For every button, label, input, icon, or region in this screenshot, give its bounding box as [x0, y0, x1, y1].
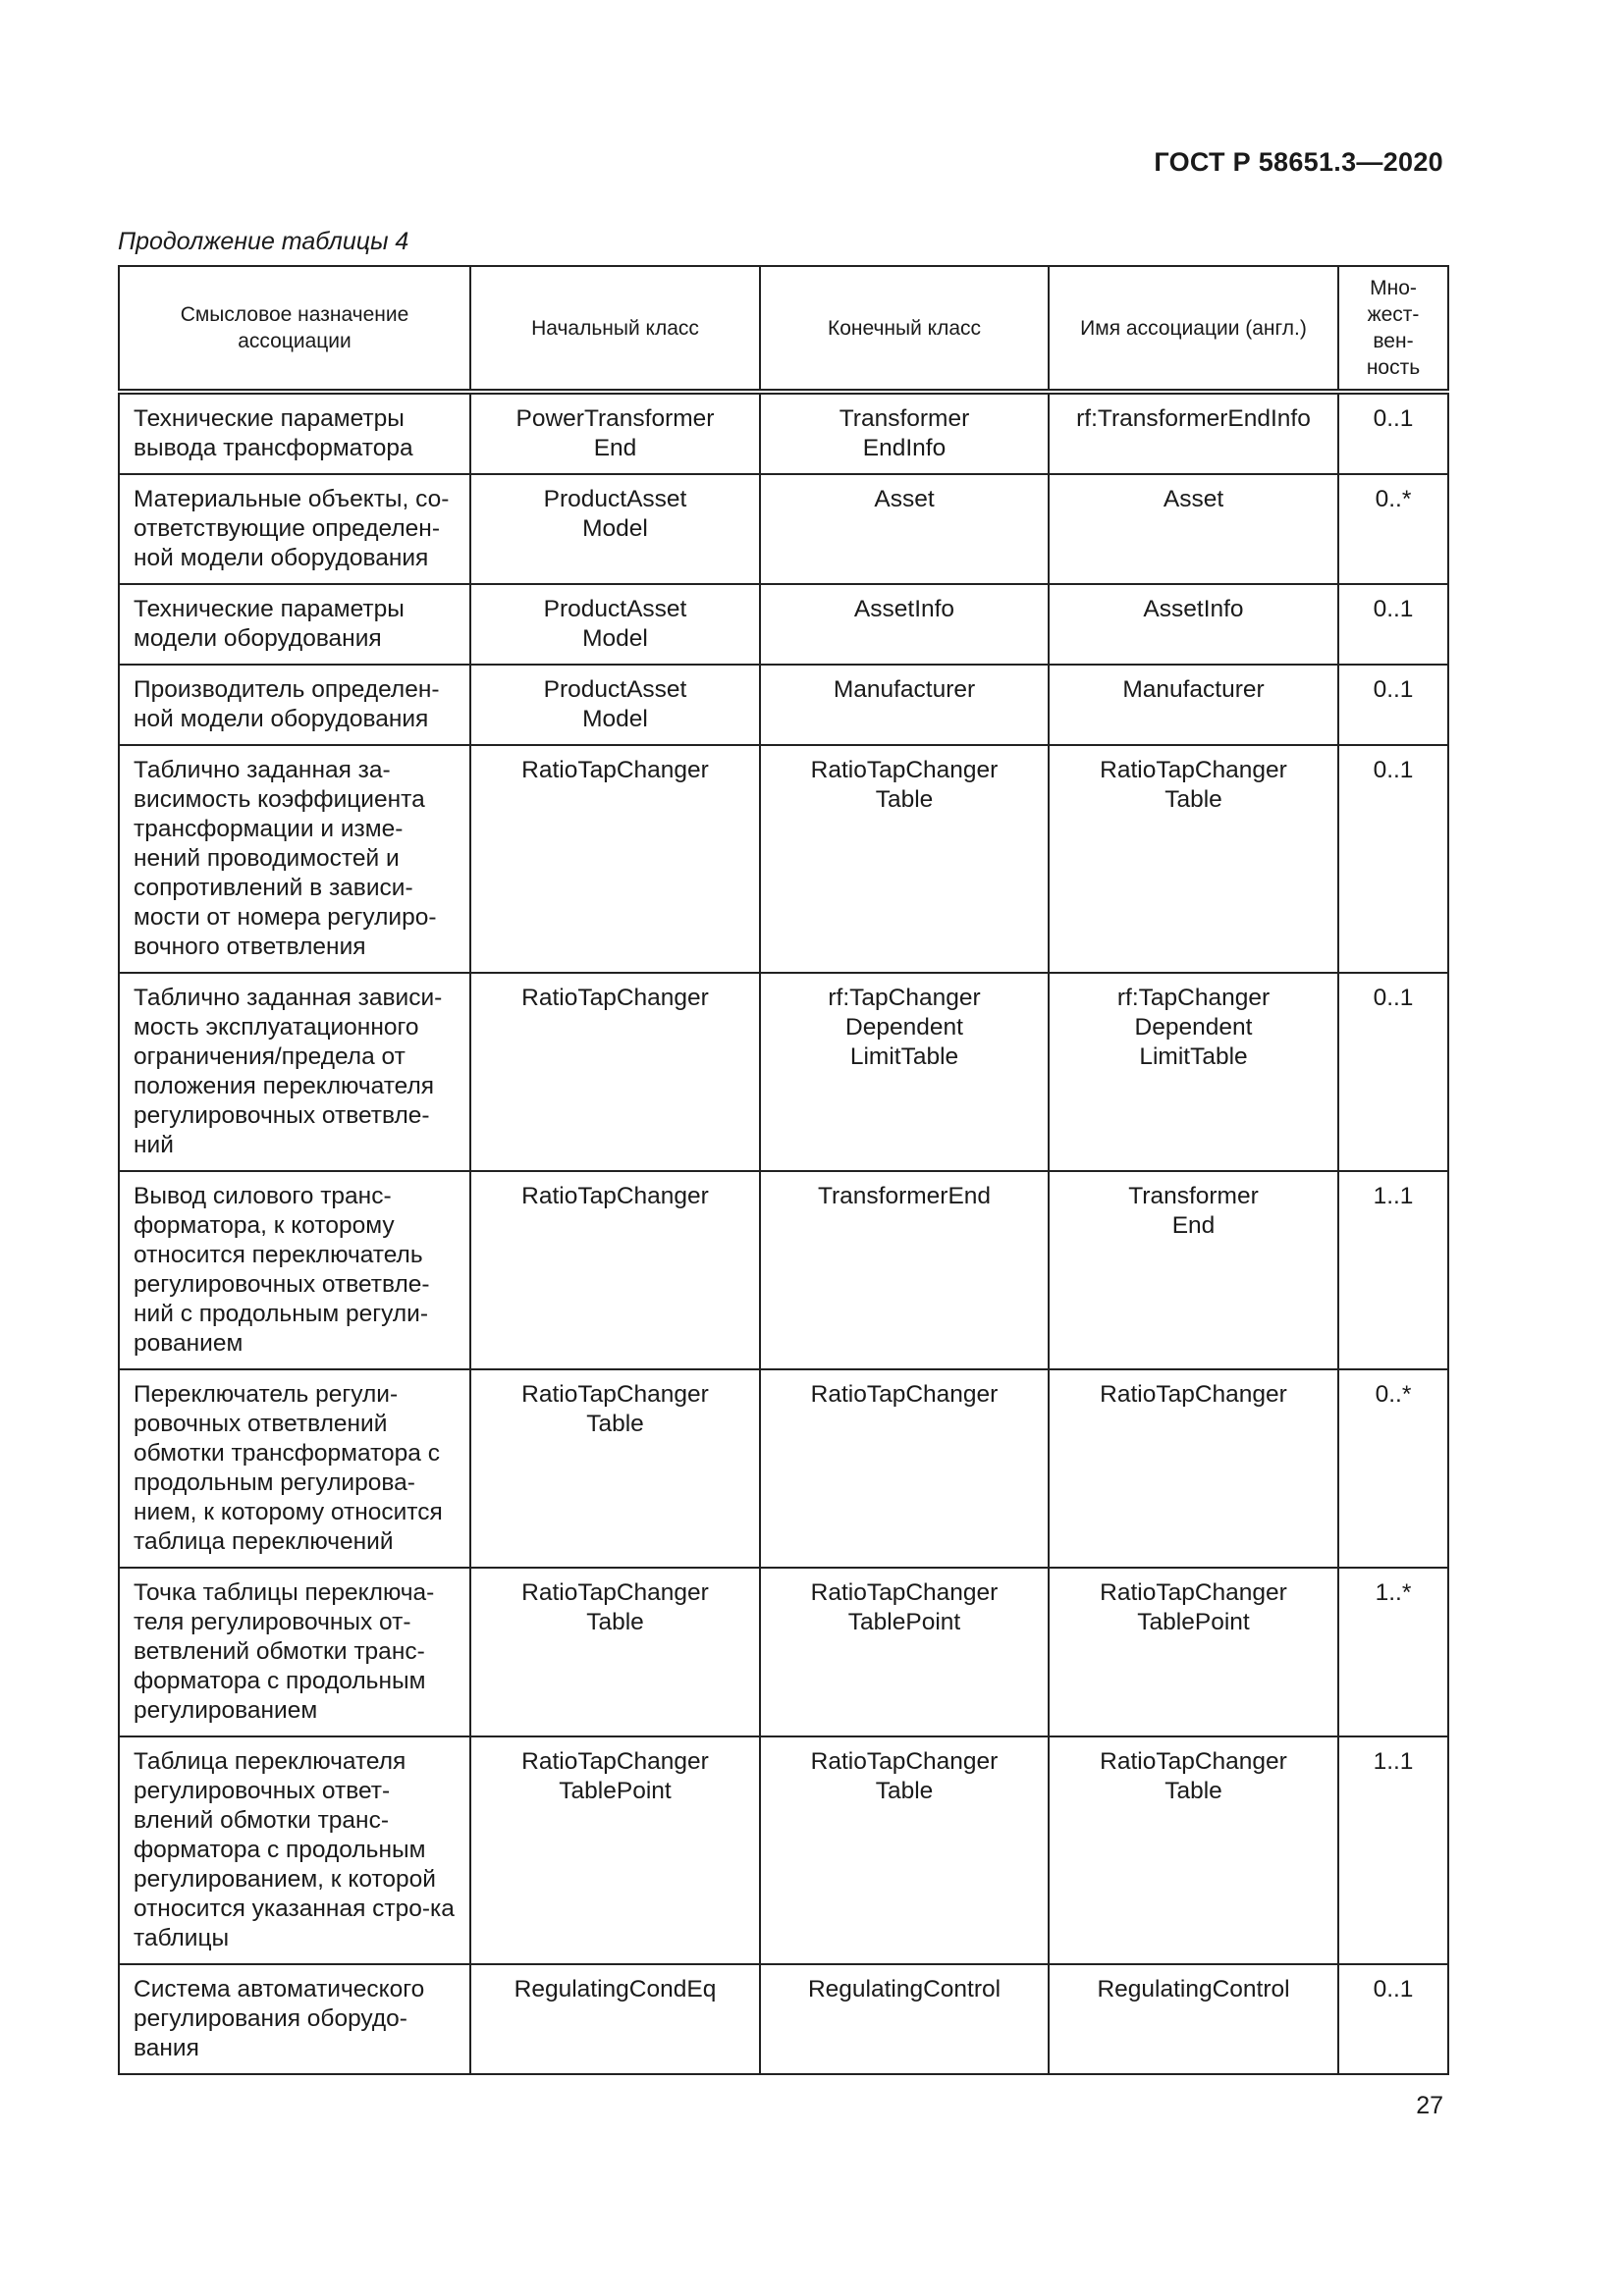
- cell-purpose: Вывод силового транс-форматора, к которому относится переключатель регулировочных ответвле-ний с продольным регули-рованием: [119, 1171, 470, 1369]
- cell-target-class: Manufacturer: [760, 665, 1049, 745]
- cell-source-class: RegulatingCondEq: [470, 1964, 760, 2074]
- cell-association-name: Transformer End: [1049, 1171, 1338, 1369]
- table-caption: Продолжение таблицы 4: [118, 228, 409, 255]
- cell-purpose: Технические параметры вывода трансформатора: [119, 392, 470, 474]
- cell-multiplicity: 0..*: [1338, 474, 1448, 584]
- cell-target-class: AssetInfo: [760, 584, 1049, 665]
- table-row: [119, 665, 1448, 745]
- cell-multiplicity: 0..1: [1338, 1964, 1448, 2074]
- cell-association-name: Manufacturer: [1049, 665, 1338, 745]
- cell-source-class: RatioTapChanger: [470, 973, 760, 1171]
- cell-target-class: TransformerEnd: [760, 1171, 1049, 1369]
- cell-target-class: RatioTapChanger Table: [760, 1736, 1049, 1964]
- cell-source-class: RatioTapChanger TablePoint: [470, 1736, 760, 1964]
- cell-purpose: Технические параметры модели оборудования: [119, 584, 470, 665]
- cell-association-name: RatioTapChanger Table: [1049, 745, 1338, 973]
- cell-target-class: RegulatingControl: [760, 1964, 1049, 2074]
- table-row: [119, 973, 1448, 1171]
- cell-purpose: Таблично заданная за-висимость коэффициента трансформации и изме-нений проводимостей и сопротивлений в зависи-мости от номера регулиро-вочного ответвления: [119, 745, 470, 973]
- association-table: [118, 265, 1449, 2075]
- table-body: [119, 392, 1448, 2074]
- cell-association-name: RegulatingControl: [1049, 1964, 1338, 2074]
- cell-target-class: Transformer EndInfo: [760, 392, 1049, 474]
- cell-source-class: ProductAsset Model: [470, 474, 760, 584]
- cell-purpose: Переключатель регули-ровочных ответвлений обмотки трансформатора с продольным регулирова-нием, к которому относится таблица переключений: [119, 1369, 470, 1568]
- cell-multiplicity: 1..1: [1338, 1171, 1448, 1369]
- cell-multiplicity: 1..1: [1338, 1736, 1448, 1964]
- column-header-association-name: Имя ассоциации (англ.): [1049, 266, 1338, 392]
- cell-purpose: Таблично заданная зависи-мость эксплуатационного ограничения/предела от положения переключателя регулировочных ответвле-ний: [119, 973, 470, 1171]
- cell-multiplicity: 0..1: [1338, 584, 1448, 665]
- cell-source-class: ProductAsset Model: [470, 584, 760, 665]
- column-header-target-class: Конечный класс: [760, 266, 1049, 392]
- cell-source-class: RatioTapChanger Table: [470, 1568, 760, 1736]
- table-row: [119, 1171, 1448, 1369]
- column-header-multiplicity: Мно- жест- вен- ность: [1338, 266, 1448, 392]
- standard-code: ГОСТ Р 58651.3—2020: [1154, 147, 1443, 177]
- cell-purpose: Производитель определен-ной модели оборудования: [119, 665, 470, 745]
- cell-target-class: Asset: [760, 474, 1049, 584]
- table-row: [119, 584, 1448, 665]
- table-row: [119, 1964, 1448, 2074]
- cell-multiplicity: 1..*: [1338, 1568, 1448, 1736]
- association-table-container: [118, 265, 1447, 2075]
- column-header-purpose: Смысловое назначение ассоциации: [119, 266, 470, 392]
- cell-multiplicity: 0..*: [1338, 1369, 1448, 1568]
- table-row: [119, 1736, 1448, 1964]
- cell-source-class: PowerTransformer End: [470, 392, 760, 474]
- cell-association-name: Asset: [1049, 474, 1338, 584]
- cell-association-name: RatioTapChanger Table: [1049, 1736, 1338, 1964]
- cell-association-name: RatioTapChanger: [1049, 1369, 1338, 1568]
- cell-multiplicity: 0..1: [1338, 973, 1448, 1171]
- cell-association-name: rf:TapChanger Dependent LimitTable: [1049, 973, 1338, 1171]
- page-number: 27: [1416, 2092, 1443, 2119]
- cell-source-class: RatioTapChanger Table: [470, 1369, 760, 1568]
- cell-association-name: AssetInfo: [1049, 584, 1338, 665]
- cell-target-class: RatioTapChanger TablePoint: [760, 1568, 1049, 1736]
- cell-association-name: rf:TransformerEndInfo: [1049, 392, 1338, 474]
- cell-target-class: RatioTapChanger Table: [760, 745, 1049, 973]
- cell-target-class: rf:TapChanger Dependent LimitTable: [760, 973, 1049, 1171]
- cell-purpose: Точка таблицы переключа-теля регулировочных от-ветвлений обмотки транс-форматора с продольным регулированием: [119, 1568, 470, 1736]
- cell-multiplicity: 0..1: [1338, 665, 1448, 745]
- cell-multiplicity: 0..1: [1338, 392, 1448, 474]
- table-row: [119, 474, 1448, 584]
- cell-purpose: Материальные объекты, со-ответствующие определен-ной модели оборудования: [119, 474, 470, 584]
- cell-association-name: RatioTapChanger TablePoint: [1049, 1568, 1338, 1736]
- cell-source-class: RatioTapChanger: [470, 745, 760, 973]
- cell-multiplicity: 0..1: [1338, 745, 1448, 973]
- column-header-source-class: Начальный класс: [470, 266, 760, 392]
- cell-purpose: Система автоматического регулирования оборудо-вания: [119, 1964, 470, 2074]
- cell-purpose: Таблица переключателя регулировочных ответ-влений обмотки транс-форматора с продольным регулированием, к которой относится указанная стро-ка таблицы: [119, 1736, 470, 1964]
- cell-source-class: ProductAsset Model: [470, 665, 760, 745]
- cell-source-class: RatioTapChanger: [470, 1171, 760, 1369]
- table-row: [119, 1568, 1448, 1736]
- cell-target-class: RatioTapChanger: [760, 1369, 1049, 1568]
- table-row: [119, 392, 1448, 474]
- table-row: [119, 1369, 1448, 1568]
- table-row: [119, 745, 1448, 973]
- table-header-row: [119, 266, 1448, 392]
